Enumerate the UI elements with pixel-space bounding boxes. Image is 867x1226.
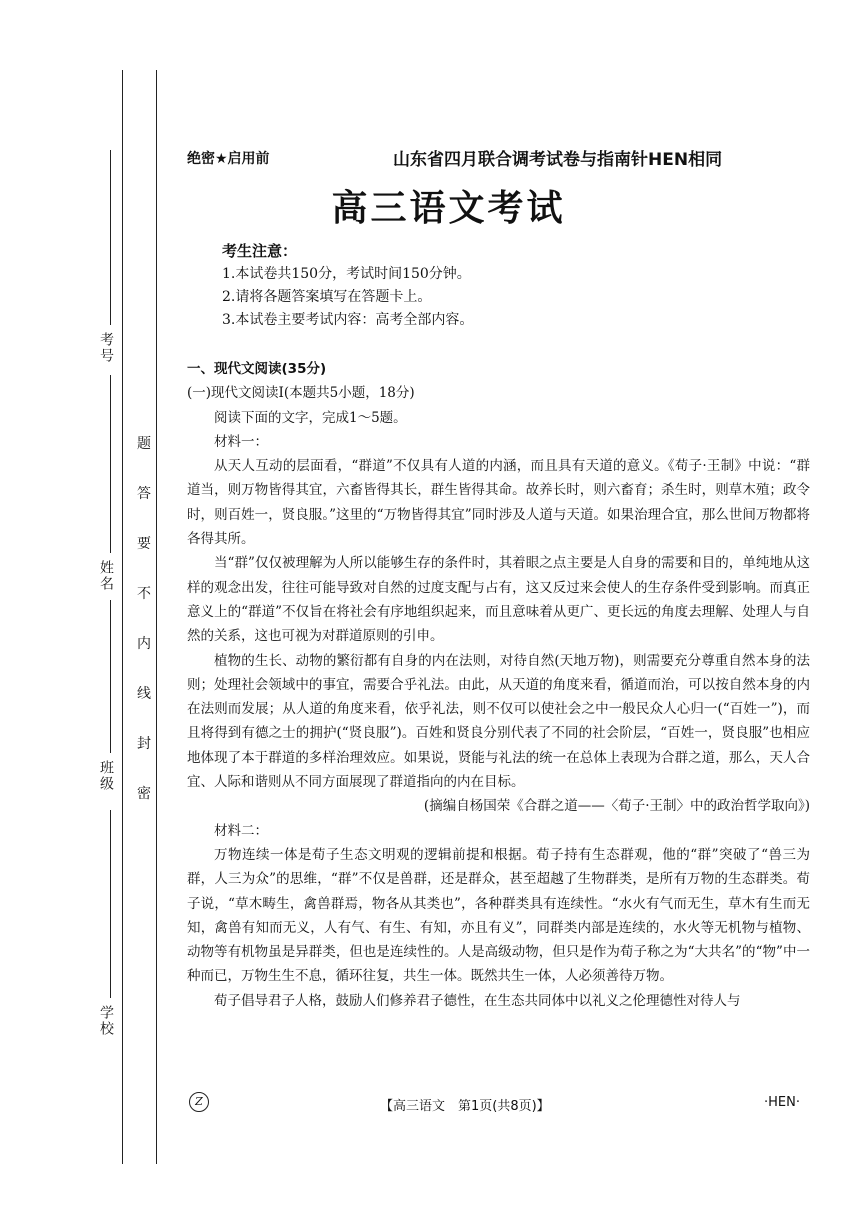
exam-source-label: 山东省四月联合调考试卷与指南针HEN相同 [393,150,723,170]
seal-char: 要 [137,536,151,552]
notice-heading: 考生注意： [222,242,298,260]
class-field[interactable] [110,600,111,753]
seal-char: 封 [137,736,151,752]
confidential-label: 绝密★启用前 [187,151,270,167]
candidate-notice [222,240,473,332]
page-info: 【高三语文 第1页(共8页)】 [380,1099,550,1114]
paragraph: 从天人互动的层面看，“群道”不仅具有人道的内涵，而且具有天道的意义。《荀子·王制》中说：“群道当，则万物皆得其宜，六畜皆得其长，群生皆得其命。故养长时，则六畜育；杀生时，则草木殖；政令时，则百姓一，贤良服。”这里的“万物皆得其宜”同时涉及人道与天道。如果治理合宜，那么世间万物都将各得其所。 [187,458,810,548]
binding-line-inner [156,70,157,1164]
seal-char: 线 [137,686,151,702]
subsection-heading: (一)现代文阅读Ⅰ(本题共5小题，18分) [187,385,415,402]
paragraph: 荀子倡导君子人格，鼓励人们修养君子德性，在生态共同体中以礼义之伦理德性对待人与 [214,992,741,1009]
notice-item: 1.本试卷共150分，考试时间150分钟。 [222,266,471,282]
seal-char: 内 [137,636,151,652]
binding-line-outer [122,70,123,1164]
section-heading: 一、现代文阅读(35分) [187,361,327,377]
material-label: 材料一： [214,433,268,450]
exam-no-field[interactable] [110,150,111,325]
exam-code: ·HEN· [764,1095,800,1110]
publisher-logo-icon: Z [189,1092,209,1112]
seal-char: 题 [137,436,151,452]
material-source: (摘编自杨国荣《合群之道——〈荀子·王制〉中的政治哲学取向》) [423,798,810,815]
seal-char: 答 [137,486,151,502]
school-label: 学校 [98,1005,114,1037]
material-label: 材料二： [214,822,268,839]
paragraph: 万物连续一体是荀子生态文明观的逻辑前提和根据。荀子持有生态群观，他的“群”突破了“兽三为群，人三为众”的思维，“群”不仅是兽群，还是群众，甚至超越了生物群类，是所有万物的生态群类。荀子说，“草木畴生，禽兽群焉，物各从其类也”，各种群类具有连续性。“水火有气而无生，草木有生而无知，禽兽有知而无义，人有气、有生、有知，亦且有义”，同群类内部是连续的，水火等无机物与植物、动物等有机物虽是异群类，但也是连续性的。人是高级动物，但只是作为荀子称之为“大共名”的“物”中一种而已，万物生生不息，循环往复，共生一体。既然共生一体，人必须善待万物。 [187,846,810,985]
reading-content [187,357,810,1013]
exam-no-label: 考号 [98,332,114,364]
seal-char: 密 [137,786,151,802]
notice-item: 3.本试卷主要考试内容：高考全部内容。 [222,312,474,328]
class-label: 班级 [98,760,114,792]
instruction: 阅读下面的文字，完成1～5题。 [214,409,407,426]
paragraph: 植物的生长、动物的繁衍都有自身的内在法则，对待自然(天地万物)，则需要充分尊重自然本身的法则；处理社会领域中的事宜，需要合乎礼法。由此，从天道的角度来看，循道而治，可以按自然本身的内在法则而发展；从人道的角度来看，依乎礼法，则不仅可以使社会之中一般民众人心归一(“百姓一”)，而且将得到有德之士的拥护(“贤良服”)。百姓和贤良分别代表了不同的社会阶层，“百姓一，贤良服”也相应地体现了本于群道的多样治理效应。如果说，贤能与礼法的统一在总体上表现为合群之道，那么，天人合宜、人际和谐则从不同方面展现了群道指向的内在目标。 [187,652,810,791]
school-field[interactable] [110,810,111,998]
seal-char: 不 [137,586,151,602]
paragraph: 当“群”仅仅被理解为人所以能够生存的条件时，其着眼之点主要是人自身的需要和目的，单纯地从这样的观念出发，往往可能导致对自然的过度支配与占有，这又反过来会使人的生存条件受到影响。而真正意义上的“群道”不仅旨在将社会有序地组织起来，而且意味着从更广、更长远的角度去理解、处理人与自然的关系，这也可视为对群道原则的引申。 [187,555,810,645]
name-field[interactable] [110,375,111,553]
page-title: 高三语文考试 [331,188,566,229]
name-label: 姓名 [98,560,114,592]
notice-item: 2.请将各题答案填写在答题卡上。 [222,289,432,305]
